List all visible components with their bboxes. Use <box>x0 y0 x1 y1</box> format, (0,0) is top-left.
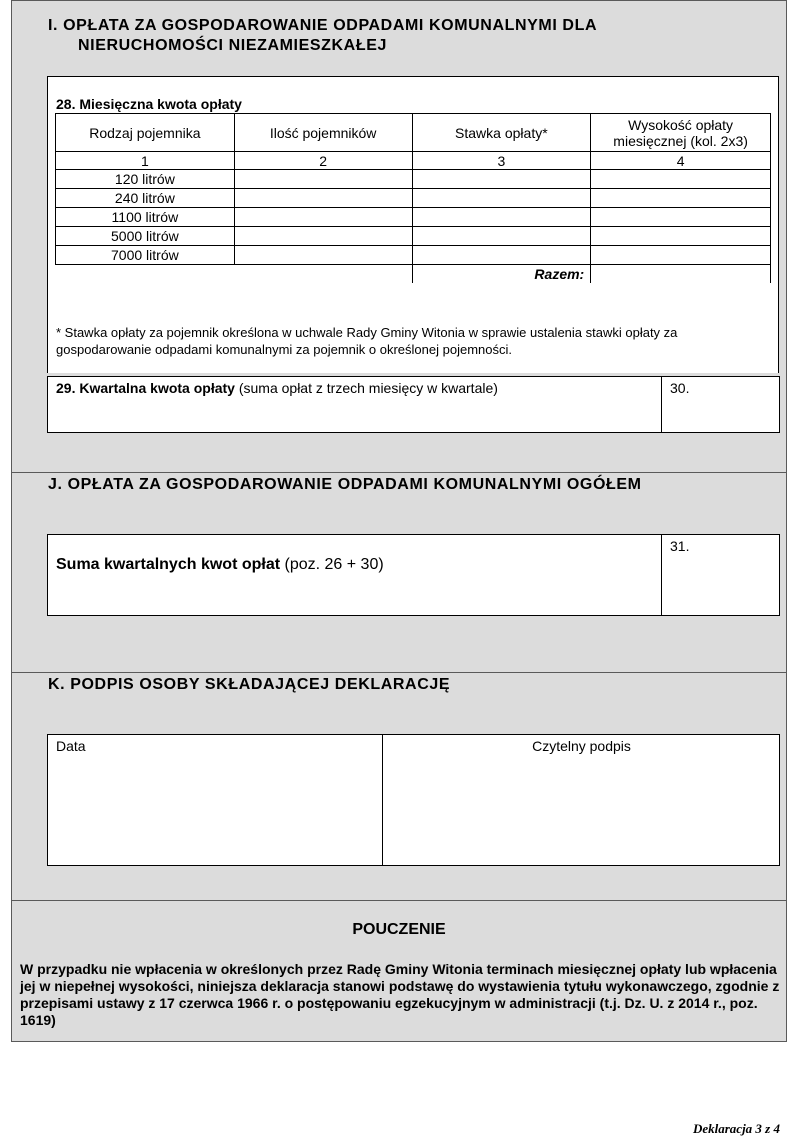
field-29-label-bold: 29. Kwartalna kwota opłaty <box>56 380 235 396</box>
monthly-fee-input[interactable] <box>591 246 771 265</box>
field-29-label-rest: (suma opłat z trzech miesięcy w kwartale) <box>234 380 498 396</box>
pouczenie-title: POUCZENIE <box>352 921 446 938</box>
col-number: 1 <box>56 152 235 170</box>
field-31-label: 31. <box>670 538 690 554</box>
table-row <box>56 189 771 208</box>
section-i <box>11 0 787 473</box>
section-k-title: K. PODPIS OSOBY SKŁADAJĄCEJ DEKLARACJĘ <box>48 676 451 693</box>
col-number: 3 <box>412 152 591 170</box>
container-type-cell: 1100 litrów <box>56 208 235 227</box>
rate-input[interactable] <box>412 227 591 246</box>
section-k <box>11 672 787 901</box>
field-28-label: 28. Miesięczna kwota opłaty <box>56 96 242 112</box>
section-i-title-line1: I. OPŁATA ZA GOSPODAROWANIE ODPADAMI KOMUNALNYMI DLA <box>48 17 598 34</box>
signature-field[interactable] <box>382 735 780 865</box>
field-30-cell[interactable] <box>661 377 781 432</box>
table-row <box>56 208 771 227</box>
field-31-cell[interactable] <box>661 535 781 615</box>
sum-label-rest: (poz. 26 + 30) <box>280 556 384 573</box>
container-fee-table <box>55 113 771 283</box>
page-number: Deklaracja 3 z 4 <box>692 1121 780 1136</box>
monthly-fee-input[interactable] <box>591 227 771 246</box>
sum-label <box>56 556 384 574</box>
rate-input[interactable] <box>412 170 591 189</box>
rate-input[interactable] <box>412 246 591 265</box>
container-type-cell: 240 litrów <box>56 189 235 208</box>
section-j <box>11 472 787 673</box>
sum-label-bold: Suma kwartalnych kwot opłat <box>56 556 281 573</box>
field-28-box <box>47 76 779 373</box>
count-input[interactable] <box>234 246 412 265</box>
count-input[interactable] <box>234 227 412 246</box>
header-container-count: Ilość pojemników <box>234 114 412 152</box>
field-29-label <box>56 380 498 396</box>
footnote: * Stawka opłaty za pojemnik określona w uchwale Rady Gminy Witonia w sprawie ustalenia stawki opłaty za gospodarowanie odpadami komunalnymi za pojemnik o określonej pojemności. <box>56 325 678 357</box>
table-row <box>56 246 771 265</box>
field-30-label: 30. <box>670 380 690 396</box>
col-number: 2 <box>234 152 412 170</box>
table-row <box>56 170 771 189</box>
header-monthly-fee: Wysokość opłaty miesięcznej (kol. 2x3) <box>591 114 771 152</box>
rate-input[interactable] <box>412 208 591 227</box>
pouczenie-section <box>11 900 787 1042</box>
section-i-title-line2: NIERUCHOMOŚCI NIEZAMIESZKAŁEJ <box>78 37 387 54</box>
section-j-title: J. OPŁATA ZA GOSPODAROWANIE ODPADAMI KOMUNALNYMI OGÓŁEM <box>48 476 642 493</box>
sum-box <box>47 534 780 616</box>
signature-box <box>47 734 780 866</box>
rate-input[interactable] <box>412 189 591 208</box>
header-fee-rate: Stawka opłaty* <box>412 114 591 152</box>
monthly-fee-input[interactable] <box>591 170 771 189</box>
field-29-box <box>47 376 780 433</box>
col-number: 4 <box>591 152 771 170</box>
monthly-fee-input[interactable] <box>591 189 771 208</box>
count-input[interactable] <box>234 208 412 227</box>
date-field[interactable] <box>48 735 382 865</box>
signature-label: Czytelny podpis <box>532 738 631 754</box>
monthly-fee-input[interactable] <box>591 208 771 227</box>
count-input[interactable] <box>234 189 412 208</box>
table-row <box>56 227 771 246</box>
container-type-cell: 120 litrów <box>56 170 235 189</box>
total-label: Razem: <box>412 265 591 283</box>
container-type-cell: 5000 litrów <box>56 227 235 246</box>
date-label: Data <box>56 738 86 754</box>
container-type-cell: 7000 litrów <box>56 246 235 265</box>
header-container-type: Rodzaj pojemnika <box>56 114 235 152</box>
count-input[interactable] <box>234 170 412 189</box>
total-input[interactable] <box>591 265 771 283</box>
pouczenie-text: W przypadku nie wpłacenia w określonych przez Radę Gminy Witonia terminach miesięcznej opłaty lub wpłacenia jej w niepełnej wysokości, niniejsza deklaracja stanowi podstawę do wystawienia tytułu wykonawczego, zgodnie z przepisami ustawy z 17 czerwca 1966 r. o postępowaniu egzekucyjnym w administracji (t.j. Dz. U. z 2014 r., poz. 1619) <box>20 961 780 1028</box>
